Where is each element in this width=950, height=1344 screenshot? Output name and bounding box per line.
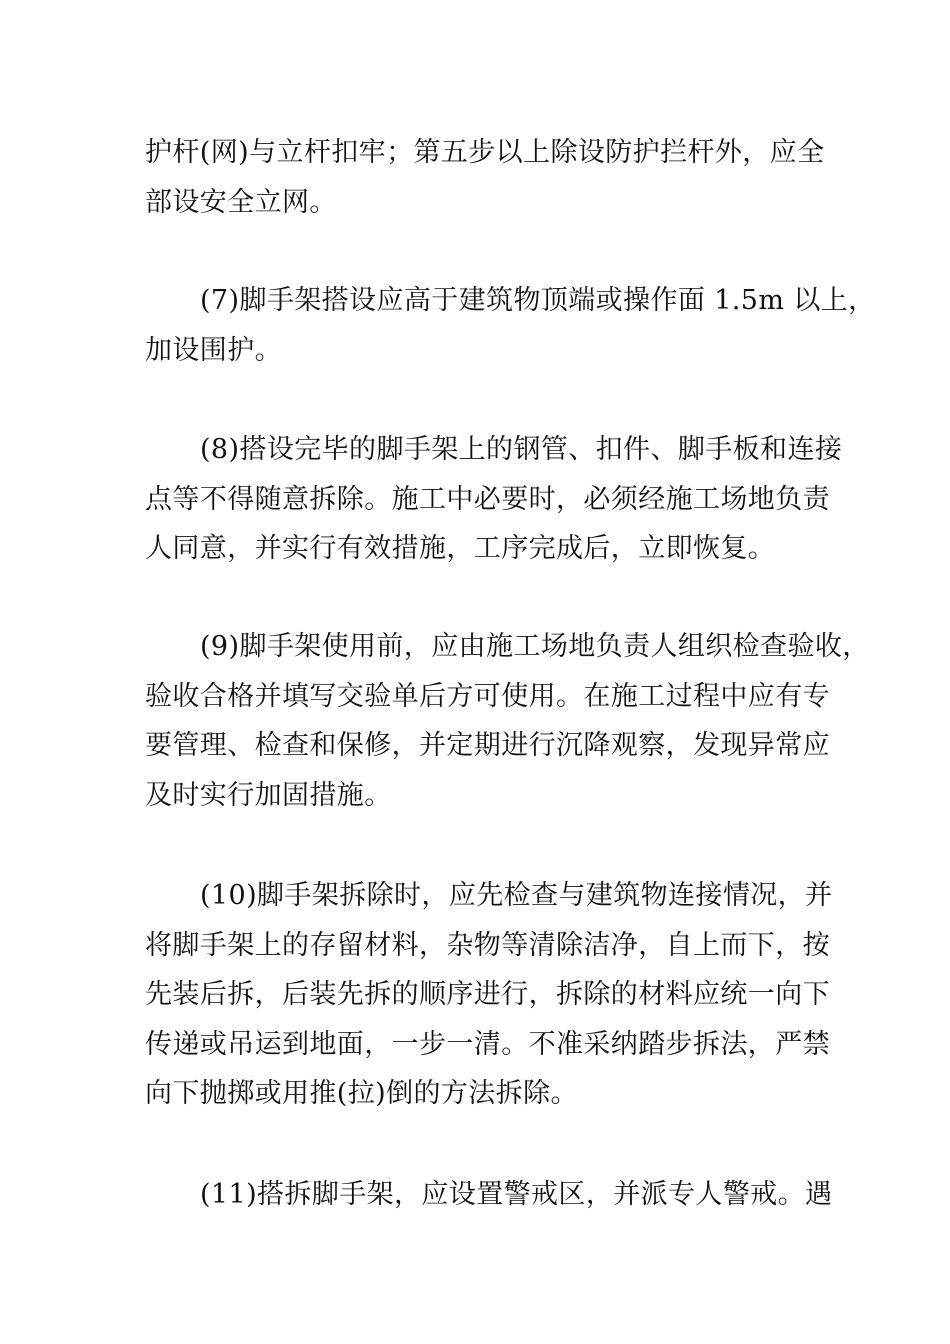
text-line: (11)搭拆脚手架，应设置警戒区，并派专人警戒。遇 — [200, 1179, 833, 1210]
text-line: 将脚手架上的存留材料，杂物等清除洁净，自上而下，按 — [145, 929, 830, 961]
text-line: (9)脚手架使用前，应由施工场地负责人组织检查验收， — [200, 631, 870, 662]
paragraph-continuation — [145, 128, 825, 227]
text-line: 及时实行加固措施。 — [145, 779, 392, 811]
text-line: (7)脚手架搭设应高于建筑物顶端或操作面 1.5m 以上， — [200, 285, 876, 316]
text-line: 部设安全立网。 — [145, 186, 337, 218]
text-line: 人同意，并实行有效措施，工序完成后，立即恢复。 — [145, 533, 776, 564]
text-line: 传递或吊运到地面，一步一清。不准采纳踏步拆法，严禁 — [145, 1028, 830, 1060]
text-line: 验收合格并填写交验单后方可使用。在施工过程中应有专 — [145, 680, 830, 712]
paragraph-item-7 — [145, 276, 876, 375]
text-line: 先装后拆，后装先拆的顺序进行，拆除的材料应统一向下 — [145, 979, 830, 1010]
text-line: 加设围护。 — [145, 334, 282, 366]
text-line: (8)搭设完毕的脚手架上的钢管、扣件、脚手板和连接 — [200, 434, 843, 465]
paragraph-item-10 — [145, 871, 833, 1119]
paragraph-item-11 — [145, 1170, 833, 1220]
paragraph-item-9 — [145, 622, 870, 820]
text-line: 护杆(网)与立杆扣牢；第五步以上除设防护拦杆外，应全 — [145, 137, 825, 168]
text-line: (10)脚手架拆除时，应先检查与建筑物连接情况，并 — [200, 880, 833, 911]
text-line: 要管理、检查和保修，并定期进行沉降观察，发现异常应 — [145, 730, 830, 761]
text-line: 向下抛掷或用推(拉)倒的方法拆除。 — [145, 1078, 578, 1109]
paragraph-item-8 — [145, 425, 843, 574]
text-line: 点等不得随意拆除。施工中必要时，必须经施工场地负责 — [145, 483, 830, 515]
